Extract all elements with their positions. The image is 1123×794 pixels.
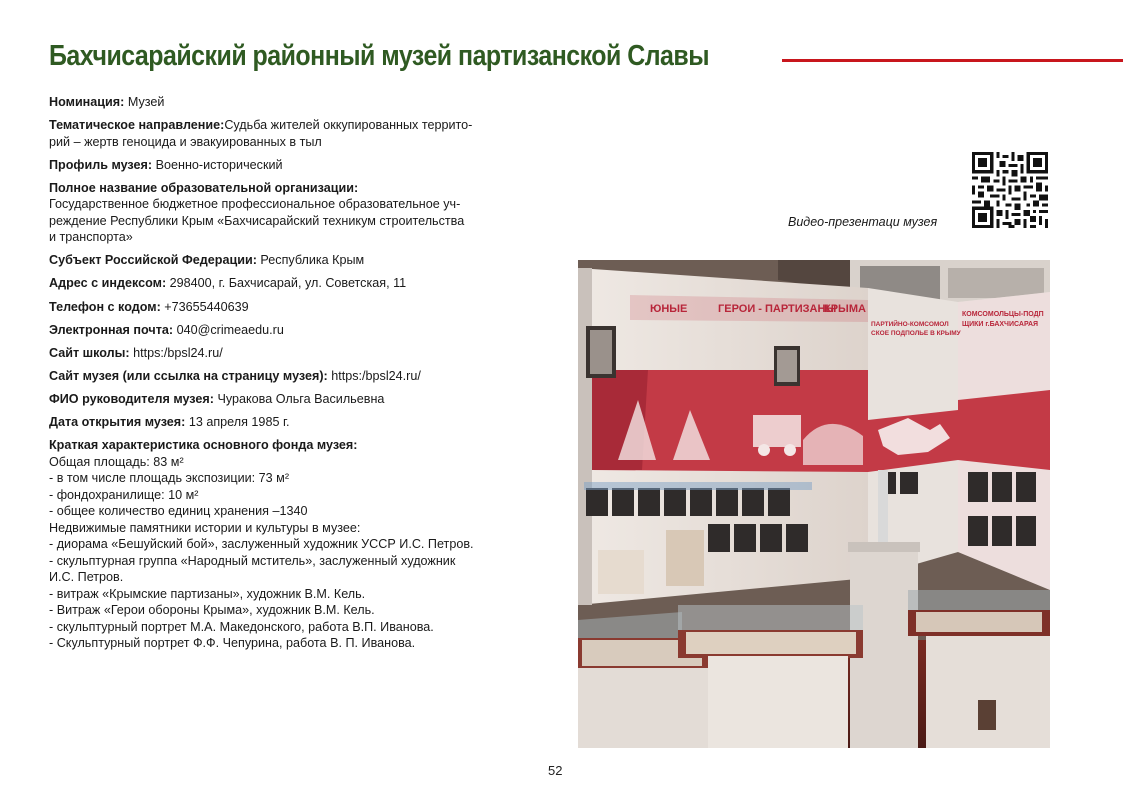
field-label: Сайт музея (или ссылка на страницу музея):	[49, 368, 328, 383]
field-profile	[49, 157, 549, 174]
description-line: - скульптурный портрет М.А. Македонского, работа В.П. Иванова.	[49, 619, 434, 634]
field-value: Чуракова Ольга Васильевна	[213, 391, 385, 406]
field-value: 13 апреля 1985 г.	[185, 415, 290, 430]
field-label: Профиль музея:	[49, 157, 153, 172]
field-value: 040@crimeaedu.ru	[173, 322, 284, 337]
field-value: и транспорта»	[49, 230, 133, 245]
description-line: - фондохранилище: 10 м²	[49, 487, 199, 502]
field-opening-date	[49, 414, 549, 431]
field-label: Субъект Российской Федерации:	[49, 253, 257, 268]
field-label: Электронная почта:	[49, 322, 174, 337]
description-line: Недвижимые памятники истории и культуры в музее:	[49, 520, 361, 535]
field-value: +73655440639	[160, 299, 249, 314]
photo-banner-right: КРЫМА	[824, 303, 866, 315]
page-number: 52	[548, 763, 563, 778]
exhibit-photo-illustration	[578, 260, 1050, 748]
photo-middle-title: ПАРТИЙНО-КОМСОМОЛ	[871, 321, 949, 328]
qr-caption: Видео-презентаци музея	[788, 215, 938, 229]
description-line: - витраж «Крымские партизаны», художник В.М. Кель.	[49, 586, 366, 601]
photo-middle-title: СКОЕ ПОДПОЛЬЕ В КРЫМУ	[871, 330, 961, 337]
museum-exhibit-photo	[578, 260, 1050, 748]
field-label: Сайт школы:	[49, 345, 130, 360]
description-line: - в том числе площадь экспозиции: 73 м²	[49, 471, 290, 486]
field-label: Номинация:	[49, 95, 125, 109]
qr-code-icon[interactable]	[972, 152, 1048, 228]
photo-right-title: КОМСОМОЛЬЦЫ-ПОДП	[962, 311, 1044, 318]
field-label: ФИО руководителя музея:	[49, 391, 214, 406]
description-line: Общая площадь: 83 м²	[49, 454, 184, 469]
field-email	[49, 322, 549, 339]
field-value: реждение Республики Крым «Бахчисарайский техникум строительства	[49, 213, 465, 228]
photo-banner-left: ЮНЫЕ	[650, 303, 688, 315]
field-label: Телефон с кодом:	[49, 299, 161, 314]
title-rule	[782, 59, 1123, 62]
field-value: Государственное бюджетное профессиональное образовательное уч-	[49, 197, 461, 212]
description-line: - диорама «Бешуйский бой», заслуженный художник УССР И.С. Петров.	[49, 537, 474, 552]
museum-info	[49, 94, 549, 658]
field-nomination	[49, 94, 549, 111]
field-label: Дата открытия музея:	[49, 415, 186, 430]
field-phone	[49, 299, 549, 316]
field-value: https:/bpsl24.ru/	[129, 345, 223, 360]
field-value: Судьба жителей оккупированных террито-	[224, 118, 473, 133]
field-value: Республика Крым	[256, 253, 365, 268]
field-label: Тематическое направление:	[49, 118, 225, 133]
field-org-name	[49, 180, 549, 246]
field-value: Военно-исторический	[152, 157, 283, 172]
description-line: - общее количество единиц хранения –1340	[49, 504, 308, 519]
field-director	[49, 391, 549, 408]
field-value: 298400, г. Бахчисарай, ул. Советская, 11	[166, 276, 407, 291]
description-line: И.С. Петров.	[49, 570, 124, 585]
field-fund-summary	[49, 437, 549, 652]
field-region	[49, 252, 549, 269]
field-value: https:/bpsl24.ru/	[327, 368, 421, 383]
description-line: - Витраж «Герои обороны Крыма», художник В.М. Кель.	[49, 603, 375, 618]
field-museum-site	[49, 368, 549, 385]
description-line: - скульптурная группа «Народный мститель», заслуженный художник	[49, 553, 456, 568]
photo-banner-mid: ГЕРОИ - ПАРТИЗАНЫ	[718, 303, 837, 315]
field-label: Полное название образовательной организации:	[49, 180, 359, 195]
field-label: Краткая характеристика основного фонда музея:	[49, 438, 358, 453]
field-theme	[49, 117, 549, 150]
field-school-site	[49, 345, 549, 362]
description-line: - Скульптурный портрет Ф.Ф. Чепурина, работа В. П. Иванова.	[49, 636, 416, 651]
field-address	[49, 275, 549, 292]
field-value: Музей	[124, 95, 165, 109]
photo-right-title: ЩИКИ г.БАХЧИСАРАЯ	[962, 321, 1039, 328]
page-title: Бахчисарайский районный музей партизанской Славы	[49, 40, 710, 72]
field-label: Адрес с индексом:	[49, 276, 167, 291]
field-value: рий – жертв геноцида и эвакуированных в тыл	[49, 134, 322, 149]
